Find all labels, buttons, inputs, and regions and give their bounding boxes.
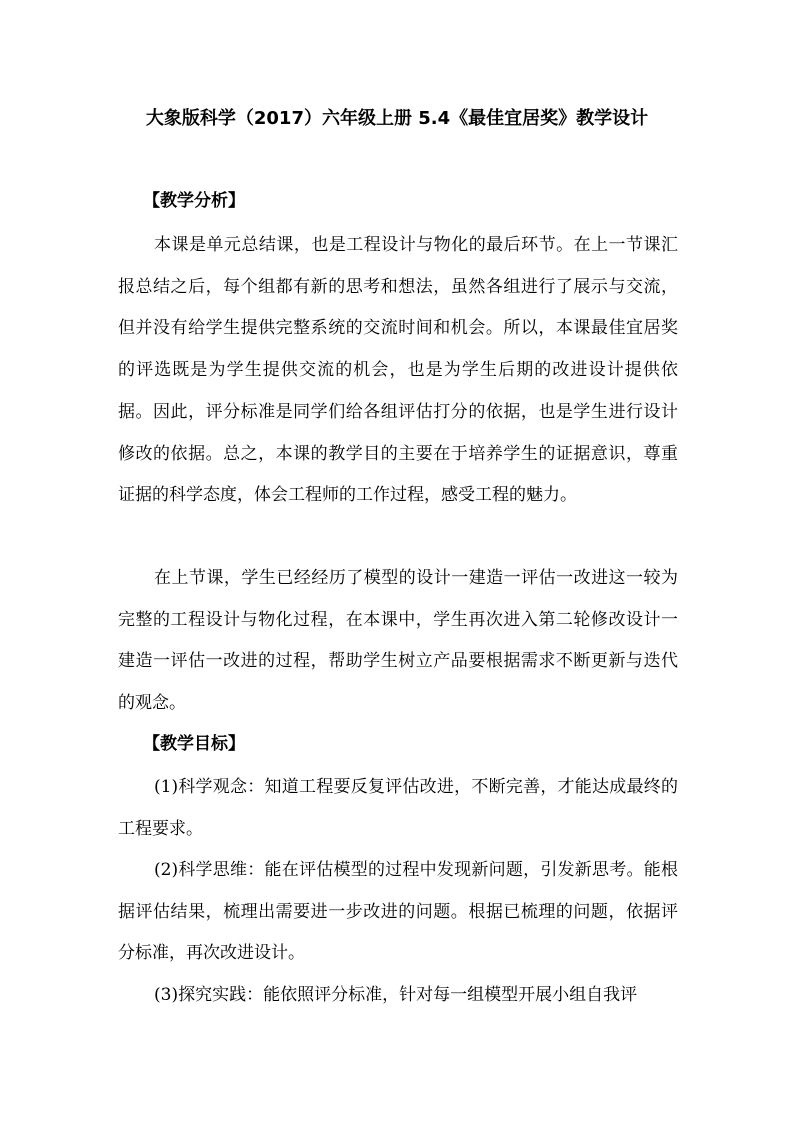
section-heading-objectives: 【教学目标】 xyxy=(143,734,245,754)
analysis-paragraph-1: 本课是单元总结课，也是工程设计与物化的最后环节。在上一节课汇报总结之后，每个组都有新的思考和想法，虽然各组进行了展示与交流，但并没有给学生提供完整系统的交流时间和机会。所以，本课最佳宜居奖的评选既是为学生提供交流的机会，也是为学生后期的改进设计提供依据。因此，评分标准是同学们给各组评估打分的依据，也是学生进行设计修改的依据。总之，本课的教学目的主要在于培养学生的证据意识，尊重证据的科学态度，体会工程师的工作过程，感受工程的魅力。 xyxy=(118,235,678,506)
objective-paragraph-3: (3)探究实践：能依照评分标准，针对每一组模型开展小组自我评 xyxy=(154,985,638,1005)
objective-paragraph-1: (1)科学观念：知道工程要反复评估改进，不断完善，才能达成最终的工程要求。 xyxy=(118,777,678,839)
document-title: 大象版科学（2017）六年级上册 5.4《最佳宜居奖》教学设计 xyxy=(145,108,649,129)
section-heading-analysis: 【教学分析】 xyxy=(143,191,245,211)
analysis-paragraph-2: 在上节课，学生已经经历了模型的设计一建造一评估一改进这一较为完整的工程设计与物化过程，在本课中，学生再次进入第二轮修改设计一建造一评估一改进的过程，帮助学生树立产品要根据需求不断更新与迭代的观念。 xyxy=(118,568,678,714)
objective-paragraph-2: (2)科学思维：能在评估模型的过程中发现新问题，引发新思考。能根据评估结果，梳理出需要进一步改进的问题。根据已梳理的问题，依据评分标准，再次改进设计。 xyxy=(118,860,678,964)
